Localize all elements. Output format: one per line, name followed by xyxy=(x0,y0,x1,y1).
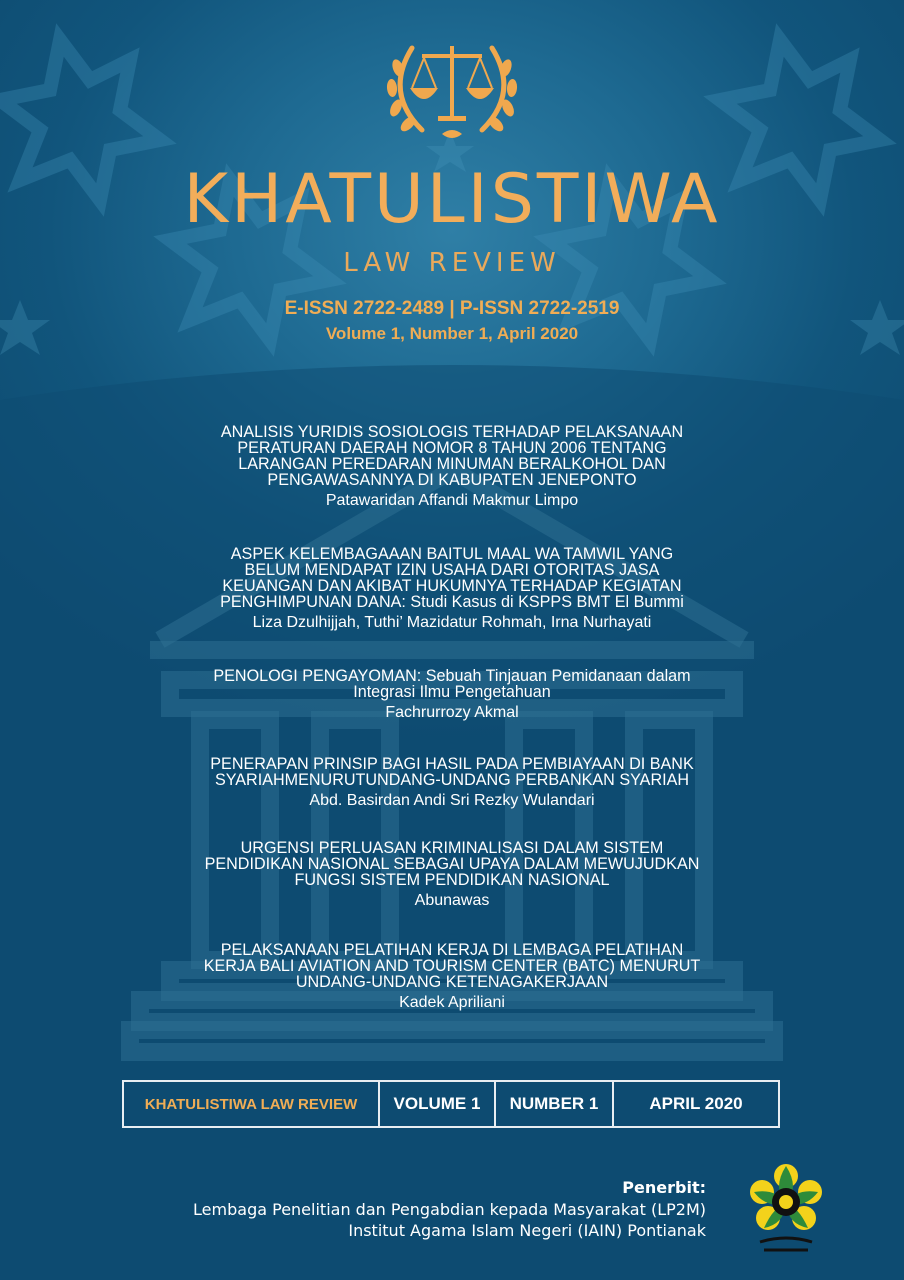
article-author: Patawaridan Affandi Makmur Limpo xyxy=(325,492,579,509)
article-author: Liza Dzulhijjah, Tuthi’ Mazidatur Rohmah, Irna Nurhayati xyxy=(252,614,652,631)
issn-line: E-ISSN 2722-2489 | P-ISSN 2722-2519 xyxy=(284,298,620,319)
volume-line: Volume 1, Number 1, April 2020 xyxy=(325,324,579,343)
article-4 xyxy=(150,756,754,810)
article-title: PENERAPAN PRINSIP BAGI HASIL PADA PEMBIAYAAN DI BANK SYARIAHMENURUTUNDANG-UNDANG PERBANKAN SYARIAH xyxy=(210,754,694,789)
article-1 xyxy=(150,424,754,510)
article-title: PENOLOGI PENGAYOMAN: Sebuah Tinjauan Pemidanaan dalam Integrasi Ilmu Pengetahuan xyxy=(213,666,691,701)
article-title: ANALISIS YURIDIS SOSIOLOGIS TERHADAP PELAKSANAAN PERATURAN DAERAH NOMOR 8 TAHUN 2006 TENTANG LARANGAN PEREDARAN MINUMAN BERALKOHOL DAN PENGAWASANNYA DI KABUPATEN JENEPONTO xyxy=(220,422,684,489)
publisher-block xyxy=(193,1178,706,1241)
info-journal-name: KHATULISTIWA LAW REVIEW xyxy=(124,1082,380,1126)
article-3 xyxy=(150,668,754,722)
article-2 xyxy=(150,546,754,632)
journal-title: KHATULISTIWA xyxy=(183,160,721,239)
article-title: ASPEK KELEMBAGAAAN BAITUL MAAL WA TAMWIL YANG BELUM MENDAPAT IZIN USAHA DARI OTORITAS JASA KEUANGAN DAN AKIBAT HUKUMNYA TERHADAP KEGIATAN PENGHIMPUNAN DANA: Studi Kasus di KSPPS BMT El Bummi xyxy=(220,544,684,611)
publisher-label: Penerbit: xyxy=(622,1178,706,1197)
article-author: Abd. Basirdan Andi Sri Rezky Wulandari xyxy=(309,792,595,809)
article-author: Fachrurrozy Akmal xyxy=(385,704,519,721)
publisher-line-1: Lembaga Penelitian dan Pengabdian kepada Masyarakat (LP2M) xyxy=(193,1200,706,1219)
article-title: PELAKSANAAN PELATIHAN KERJA DI LEMBAGA PELATIHAN KERJA BALI AVIATION AND TOURISM CENTER (BATC) MENURUT UNDANG-UNDANG KETENAGAKERJAAN xyxy=(203,940,701,991)
info-volume: VOLUME 1 xyxy=(380,1082,496,1126)
publisher-line-2: Institut Agama Islam Negeri (IAIN) Pontianak xyxy=(348,1221,706,1240)
issue-info-bar xyxy=(122,1080,780,1128)
scales-of-justice-wreath-icon xyxy=(382,38,522,150)
journal-subtitle: LAW REVIEW xyxy=(343,248,561,278)
article-title: URGENSI PERLUASAN KRIMINALISASI DALAM SISTEM PENDIDIKAN NASIONAL SEBAGAI UPAYA DALAM MEWUJUDKAN FUNGSI SISTEM PENDIDIKAN NASIONAL xyxy=(204,838,700,889)
article-6 xyxy=(150,942,754,1012)
article-5 xyxy=(150,840,754,910)
info-number: NUMBER 1 xyxy=(496,1082,614,1126)
article-author: Abunawas xyxy=(414,892,490,909)
iain-pontianak-emblem-icon xyxy=(746,1158,826,1258)
info-date: APRIL 2020 xyxy=(649,1094,743,1113)
article-author: Kadek Apriliani xyxy=(399,994,505,1011)
